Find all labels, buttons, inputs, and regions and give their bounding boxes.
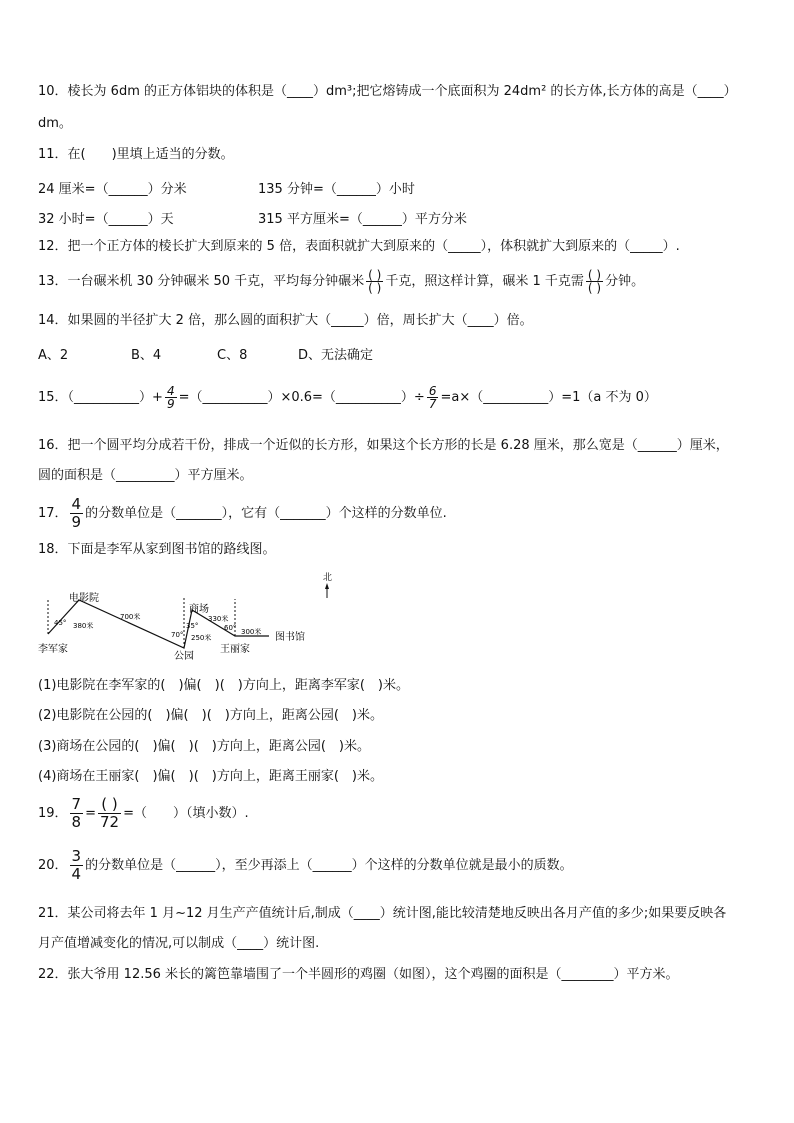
route-map [36,568,336,664]
q20-line [38,848,573,884]
angle-70: 70° [171,631,184,639]
q14-option-c: C、8 [217,348,248,363]
q18-sub4: (4)商场在王丽家( )偏( )( )方向上，距离王丽家( )米。 [38,769,383,784]
q15-part3: =a×（__________）=1（a 不为 0） [440,390,657,405]
q19-fraction-1: $\frac{7}{8}$ [71,795,82,831]
north-arrow-icon [325,583,329,589]
q14-option-b: B、4 [131,348,162,363]
q18-title: 18．下面是李军从家到图书馆的路线图。 [38,542,276,557]
q17-line [38,496,447,532]
q19-equals: = [85,806,96,821]
q12-text: 12．把一个正方体的棱长扩大到原来的 5 倍，表面积就扩大到原来的（_____），体积就扩大到原来的（_____）. [38,239,680,254]
dist-250: 250米 [191,634,212,642]
dist-300: 300米 [241,628,262,636]
q17-text: 的分数单位是（_______），它有（_______）个这样的分数单位. [85,506,447,521]
q19-text: =（ ）（填小数）. [123,806,249,821]
q11-item-a: 24 厘米=（______）分米 [38,182,187,197]
q15-part2: =（__________）×0.6=（__________）÷ [178,390,425,405]
q15-fraction-2: $\frac{6}{7}$ [428,384,437,411]
q15-fraction-1: $\frac{4}{9}$ [166,384,175,411]
q18-sub2: (2)电影院在公园的( )偏( )( )方向上，距离公园( )米。 [38,708,383,723]
north-label: 北 [323,573,333,583]
angle-60: 60° [224,624,237,632]
q20-text: 的分数单位是（______），至少再添上（______）个这样的分数单位就是最小的质数。 [85,858,573,873]
library-label: 图书馆 [275,632,305,643]
q14-option-d: D、无法确定 [298,348,374,363]
q17-number: 17． [38,506,68,521]
q18-sub1: (1)电影院在李军家的( )偏( )( )方向上，距离李军家( )米。 [38,678,409,693]
q19-fraction-2: $\frac{( )}{72}$ [100,795,120,831]
angle-45: 45° [54,619,67,627]
q22-text: 22．张大爷用 12.56 米长的篱笆靠墙围了一个半圆形的鸡圈（如图），这个鸡圈的面积是（________）平方米。 [38,967,679,982]
q11-item-b: 135 分钟=（______）小时 [258,182,415,197]
q11-item-d: 315 平方厘米=（______）平方分米 [258,212,467,227]
q16-line1: 16．把一个圆平均分成若干份，排成一个近似的长方形，如果这个长方形的长是 6.28 厘米，那么宽是（______）厘米， [38,438,729,453]
angle-35: 35° [186,622,199,630]
q11-title: 11．在( )里填上适当的分数。 [38,147,234,162]
q18-sub3: (3)商场在公园的( )偏( )( )方向上，距离公园( )米。 [38,739,370,754]
q21-line1: 21．某公司将去年 1 月~12 月生产产值统计后,制成（____）统计图,能比较清楚地反映出各月产值的多少;如果要反映各 [38,906,727,921]
home-label: 李军家 [38,644,68,655]
q15-line [38,382,657,414]
dist-700: 700米 [120,613,141,621]
wang-label: 王丽家 [220,644,250,655]
q13-line [38,266,644,298]
q19-number: 19． [38,806,68,821]
q15-part1: 15．（__________）+ [38,390,163,405]
q14-text: 14．如果圆的半径扩大 2 倍，那么圆的面积扩大（_____）倍，周长扩大（____）倍。 [38,313,533,328]
dist-330: 330米 [208,615,229,623]
cinema-label: 电影院 [69,593,99,604]
q20-fraction: $\frac{3}{4}$ [71,847,82,883]
q20-number: 20． [38,858,68,873]
park-label: 公园 [174,651,194,662]
q13-fraction-2: $\frac{( )}{( )}$ [587,268,602,295]
q13-fraction-1: $\frac{( )}{( )}$ [368,268,382,295]
q13-part3: 分钟。 [605,274,645,289]
q14-option-a: A、2 [38,348,69,363]
q13-part1: 13．一台碾米机 30 分钟碾米 50 千克，平均每分钟碾米 [38,274,365,289]
q11-item-c: 32 小时=（______）天 [38,212,174,227]
q19-line [38,796,249,832]
q16-line2: 圆的面积是（_________）平方厘米。 [38,468,253,483]
q13-part2: 千克，照这样计算，碾米 1 千克需 [385,274,584,289]
q10-line2: dm。 [38,116,72,131]
q10-line1: 10．棱长为 6dm 的正方体铝块的体积是（____）dm³;把它熔铸成一个底面积为 24dm² 的长方体,长方体的高是（____） [38,84,737,99]
q17-fraction: $\frac{4}{9}$ [71,495,82,531]
mall-label: 商场 [189,604,209,615]
dist-380: 380米 [73,622,94,630]
q21-line2: 月产值增减变化的情况,可以制成（____）统计图. [38,936,320,951]
